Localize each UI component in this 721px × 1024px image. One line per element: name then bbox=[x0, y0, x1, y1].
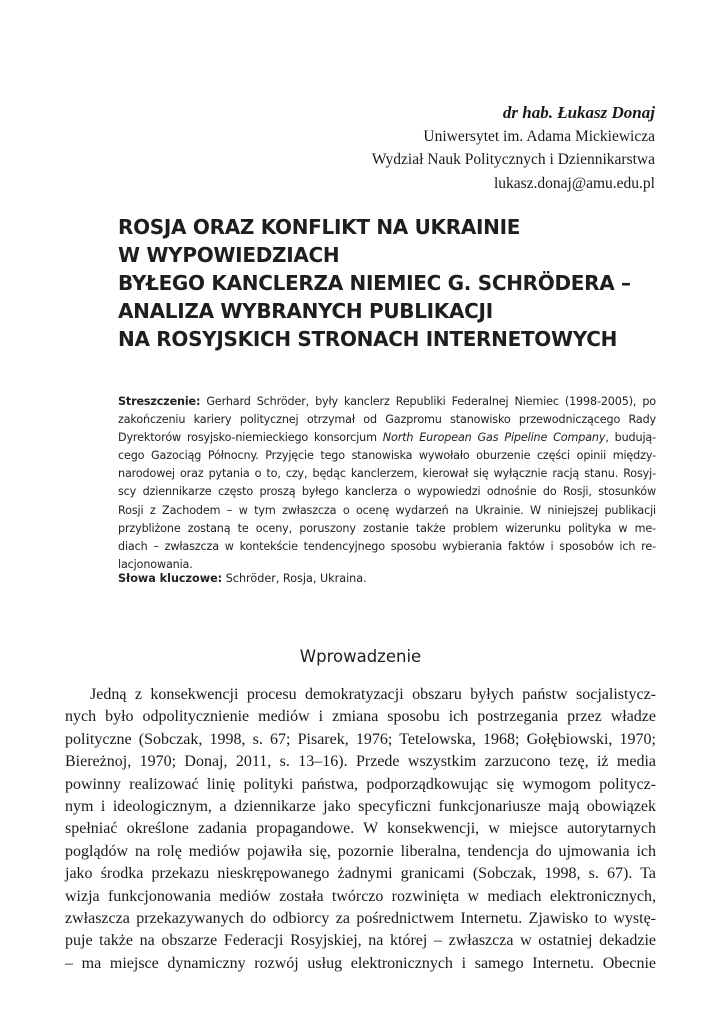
body-line: polityczne (Sobczak, 1998, s. 67; Pisarek, 1976; Tetelowska, 1968; Gołębiowski, 1970; bbox=[65, 730, 656, 748]
author-faculty: Wydział Nauk Politycznych i Dziennikarstwa bbox=[371, 151, 655, 168]
body-line: Jedną z konsekwencji procesu demokratyzacji obszaru byłych państw socjalistycz- bbox=[90, 686, 656, 703]
abstract-line: Rosji z Zachodem – w tym zwłaszcza o ocenę wydarzeń na Ukrainie. W niniejszej publikacji bbox=[118, 503, 656, 517]
abstract-line: zakończeniu kariery politycznej otrzymał od Gazpromu stanowisko przewodniczącego Rady bbox=[118, 413, 656, 427]
body-line: wizja funkcjonowania mediów została twórczo rozwinięta w mediach elektronicznych, bbox=[65, 887, 656, 905]
abstract-line: narodowej oraz pytania o to, czy, będąc kanclerzem, kierował się wyłącznie racją stanu. Rosyj- bbox=[118, 467, 656, 481]
keywords-label: Słowa kluczowe: bbox=[118, 572, 223, 585]
abstract-line: przybliżone zostaną te oceny, poruszony zostanie także problem wizerunku polityka w me- bbox=[118, 521, 656, 535]
body-paragraph bbox=[65, 684, 656, 975]
abstract-label: Streszczenie: bbox=[118, 395, 201, 408]
article-title bbox=[118, 213, 678, 353]
body-line: spełniać określone zadania propagandowe. W konsekwencji, w miejsce autorytarnych bbox=[65, 820, 656, 838]
title-line: ROSJA ORAZ KONFLIKT NA UKRAINIE bbox=[118, 215, 521, 239]
author-name: dr hab. Łukasz Donaj bbox=[502, 103, 655, 122]
abstract-line: Streszczenie: Gerhard Schröder, były kanclerz Republiki Federalnej Niemiec (1998-2005), po bbox=[118, 395, 656, 408]
abstract-line: scy dziennikarze często proszą byłego kanclerza o wypowiedzi odnośnie do Rosji, stosunków bbox=[118, 485, 656, 499]
body-line: puje także na obszarze Federacji Rosyjskiej, na której – zwłaszcza w ostatniej dekadzie bbox=[65, 932, 656, 950]
keywords bbox=[118, 570, 656, 588]
section-heading: Wprowadzenie bbox=[299, 647, 422, 666]
body-line: powinny realizować linię polityki państwa, podporządkowując się wymogom politycz- bbox=[65, 775, 656, 793]
body-line: jako środka przekazu nieskrępowanego żadnymi granicami (Sobczak, 1998, s. 67). Ta bbox=[65, 865, 656, 883]
abstract-line: Dyrektorów rosyjsko-niemieckiego konsorcjum North European Gas Pipeline Company, budują- bbox=[118, 431, 656, 445]
body-line: zwłaszcza przekazywanych do odbiorcy za pośrednictwem Internetu. Zjawisko to wystę- bbox=[65, 910, 656, 928]
title-line: BYŁEGO KANCLERZA NIEMIEC G. SCHRÖDERA – bbox=[118, 271, 631, 295]
author-university: Uniwersytet im. Adama Mickiewicza bbox=[423, 127, 655, 145]
author-block bbox=[372, 101, 655, 195]
abstract-line: cego Gazociąg Północny. Przyjęcie tego stanowiska wywołało oburzenie części opinii między- bbox=[118, 449, 656, 463]
body-line: nym i ideologicznym, a dziennikarze jako specyficzni funkcjonariusze mają obowiązek bbox=[65, 798, 656, 816]
body-line: nych było odpolitycznienie mediów i zmiana sposobu ich postrzegania przez władze bbox=[65, 708, 656, 726]
body-line: poglądów na rolę mediów pojawiła się, pozornie liberalna, tendencja do ujmowania ich bbox=[65, 842, 656, 860]
abstract-line: lacjonowania. bbox=[118, 557, 193, 571]
abstract-line: diach – zwłaszcza w kontekście tendencyjnego sposobu wybierania faktów i sposobów ich re- bbox=[118, 539, 656, 553]
body-line: – ma miejsce dynamiczny rozwój usług elektronicznych i samego Internetu. Obecnie bbox=[65, 954, 656, 972]
title-line: ANALIZA WYBRANYCH PUBLIKACJI bbox=[118, 299, 493, 323]
title-line: W WYPOWIEDZIACH bbox=[118, 243, 340, 267]
title-line: NA ROSYJSKICH STRONACH INTERNETOWYCH bbox=[118, 327, 618, 351]
abstract bbox=[118, 393, 656, 574]
company-name: North European Gas Pipeline Company bbox=[382, 431, 606, 445]
keywords-value: Schröder, Rosja, Ukraina. bbox=[222, 572, 367, 585]
body-line: Biereżnoj, 1970; Donaj, 2011, s. 13–16). Przede wszystkim zarzucono tezę, iż media bbox=[65, 753, 656, 771]
author-email[interactable]: lukasz.donaj@amu.edu.pl bbox=[493, 174, 655, 192]
